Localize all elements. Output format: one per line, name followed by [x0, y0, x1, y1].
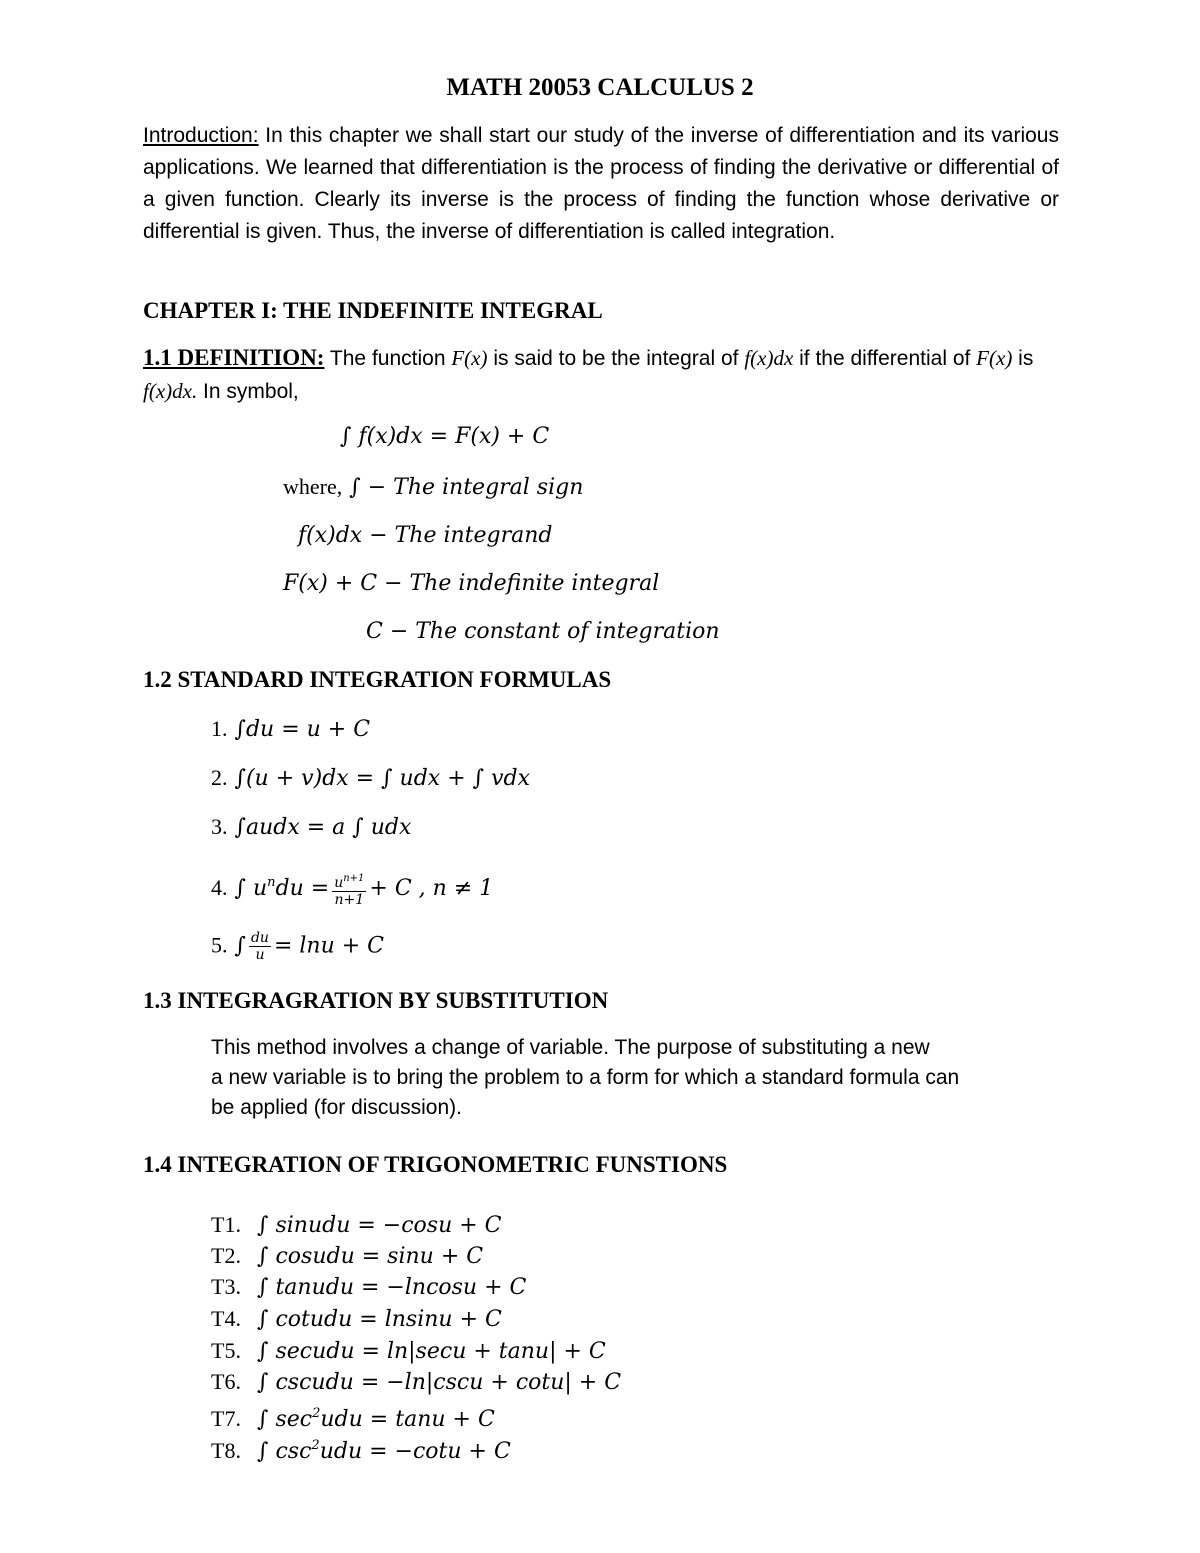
trig-expr: secudu = ln|secu + tanu| + C: [275, 1339, 606, 1364]
trig-formula-t1: [211, 1209, 502, 1241]
standard-formula-5: [211, 930, 384, 963]
integral-sign: ∫: [257, 1307, 269, 1332]
trig-expr: tanudu = −lncosu + C: [275, 1275, 527, 1300]
fraction-denominator: u: [255, 947, 265, 963]
standard-formula-4: [211, 868, 493, 908]
definition-text-2: is said to be the integral of: [487, 347, 745, 370]
trig-expr-post: udu = −cotu + C: [319, 1439, 511, 1464]
definition-Fx: F(x): [451, 346, 488, 370]
integral-sign: ∫: [257, 1244, 269, 1269]
formula-number: 4.: [211, 875, 228, 900]
standard-formula-2: [211, 763, 530, 794]
integral-sign: ∫: [234, 766, 246, 791]
definition-text-1: The function: [324, 347, 452, 370]
trig-formula-t2: [211, 1240, 483, 1272]
where-word: where,: [283, 474, 343, 499]
trig-formula-t8: [211, 1430, 511, 1467]
where-line-4: C − The constant of integration: [366, 619, 720, 644]
fraction: [332, 871, 366, 908]
trig-label: T3.: [211, 1274, 241, 1299]
formula-expr-b: udx: [370, 815, 412, 840]
introduction-text: In this chapter we shall start our study of the inverse of differentiation and its various applications. We learned that differentiation is the process of finding the derivative or differential of a given function. Clearly its inverse is the process of finding the function whose derivative or differential is given. Thus, the inverse of differentiation is called integration.: [143, 124, 1059, 243]
trig-expr: cscudu = −ln|cscu + cotu| + C: [275, 1370, 622, 1395]
formula-number: 2.: [211, 765, 228, 790]
integral-sign: ∫: [257, 1213, 269, 1238]
formula-expr-b: udx +: [399, 766, 466, 791]
formula-number: 5.: [211, 932, 228, 958]
formula-lhs: u: [252, 876, 268, 901]
fraction-denominator: n+1: [334, 891, 365, 908]
trig-label: T1.: [211, 1212, 241, 1237]
integral-sign: ∫: [234, 933, 246, 959]
trig-expr-sup: 2: [311, 1438, 320, 1453]
fraction-numerator: du: [250, 930, 269, 946]
chapter-heading: CHAPTER I: THE INDEFINITE INTEGRAL: [143, 298, 603, 323]
trig-expr-pre: csc: [275, 1439, 312, 1464]
page-title: MATH 20053 CALCULUS 2: [446, 74, 754, 101]
definition-text-4: is: [1012, 347, 1034, 370]
substitution-line-1: This method involves a change of variable. The purpose of substituting a new: [211, 1036, 930, 1059]
where-item: − The integral sign: [367, 475, 584, 500]
formula-rhs: + C , n ≠ 1: [369, 876, 494, 901]
trig-label: T2.: [211, 1243, 241, 1268]
standard-formulas-heading: 1.2 STANDARD INTEGRATION FORMULAS: [143, 667, 612, 692]
trig-label: T6.: [211, 1369, 241, 1394]
trig-label: T7.: [211, 1406, 241, 1431]
trig-expr-pre: sec: [275, 1407, 313, 1432]
fraction: [249, 930, 271, 963]
trig-formula-t4: [211, 1303, 502, 1335]
formula-expr: du = u + C: [245, 717, 371, 742]
integral-sign: ∫: [472, 766, 485, 791]
introduction-paragraph: [143, 120, 1059, 248]
introduction-label: Introduction:: [143, 124, 259, 147]
standard-formula-3: [211, 812, 411, 843]
definition-label: 1.1 DEFINITION:: [143, 345, 325, 370]
substitution-line-3: be applied (for discussion).: [211, 1096, 462, 1119]
where-line-2: f(x)dx − The integrand: [298, 523, 553, 548]
trig-formula-t5: [211, 1335, 606, 1367]
trig-label: T5.: [211, 1338, 241, 1363]
substitution-heading: 1.3 INTEGRAGRATION BY SUBSTITUTION: [143, 988, 609, 1013]
definition-text-5: In symbol,: [197, 380, 299, 403]
integral-sign: ∫: [352, 815, 364, 840]
integral-sign: ∫: [234, 876, 246, 901]
formula-expr-c: vdx: [491, 766, 531, 791]
formula-number: 1.: [211, 716, 228, 741]
definition-text-3: if the differential of: [793, 347, 977, 370]
integral-sign: ∫: [349, 475, 361, 500]
formula-text: f(x)dx = F(x) + C: [358, 424, 550, 449]
integral-sign: ∫: [381, 766, 393, 791]
integral-sign: ∫: [257, 1339, 269, 1364]
formula-lhs-rest: du =: [275, 876, 330, 901]
formula-expr-a: (u + v)dx =: [245, 766, 375, 791]
formula-number: 3.: [211, 814, 228, 839]
trig-expr: sinudu = −cosu + C: [275, 1213, 502, 1238]
trig-expr-sup: 2: [312, 1406, 321, 1421]
trig-heading: 1.4 INTEGRATION OF TRIGONOMETRIC FUNSTIONS: [143, 1152, 728, 1177]
definition-formula: [340, 422, 549, 452]
trig-expr: cosudu = sinu + C: [275, 1244, 484, 1269]
integral-sign: ∫: [234, 815, 246, 840]
where-line-3: F(x) + C − The indefinite integral: [283, 571, 660, 596]
trig-label: T4.: [211, 1306, 241, 1331]
integral-sign: ∫: [257, 1407, 269, 1432]
definition-fxdx: f(x)dx: [744, 346, 794, 370]
fraction-numerator-sup: n+1: [343, 872, 365, 884]
standard-formula-1: [211, 714, 370, 745]
fraction-numerator: u: [334, 874, 344, 891]
integral-sign: ∫: [340, 424, 352, 449]
formula-expr-a: audx = a: [245, 815, 346, 840]
definition-fxdx-2: f(x)dx.: [143, 379, 198, 403]
trig-label: T8.: [211, 1438, 241, 1463]
formula-rhs: = lnu + C: [273, 933, 385, 959]
integral-sign: ∫: [257, 1370, 269, 1395]
definition-paragraph: [143, 342, 1059, 408]
integral-sign: ∫: [257, 1439, 269, 1464]
formula-lhs-sup: n: [267, 875, 276, 890]
integral-sign: ∫: [234, 717, 246, 742]
trig-formula-t3: [211, 1271, 526, 1303]
integral-sign: ∫: [257, 1275, 269, 1300]
substitution-line-2: a new variable is to bring the problem to a form for which a standard formula can: [211, 1066, 960, 1089]
trig-expr: cotudu = lnsinu + C: [275, 1307, 502, 1332]
where-line-1: [283, 472, 583, 503]
trig-expr-post: udu = tanu + C: [320, 1407, 495, 1432]
definition-Fx-2: F(x): [976, 346, 1013, 370]
substitution-paragraph: [211, 1033, 1071, 1123]
trig-formula-t6: [211, 1366, 621, 1398]
